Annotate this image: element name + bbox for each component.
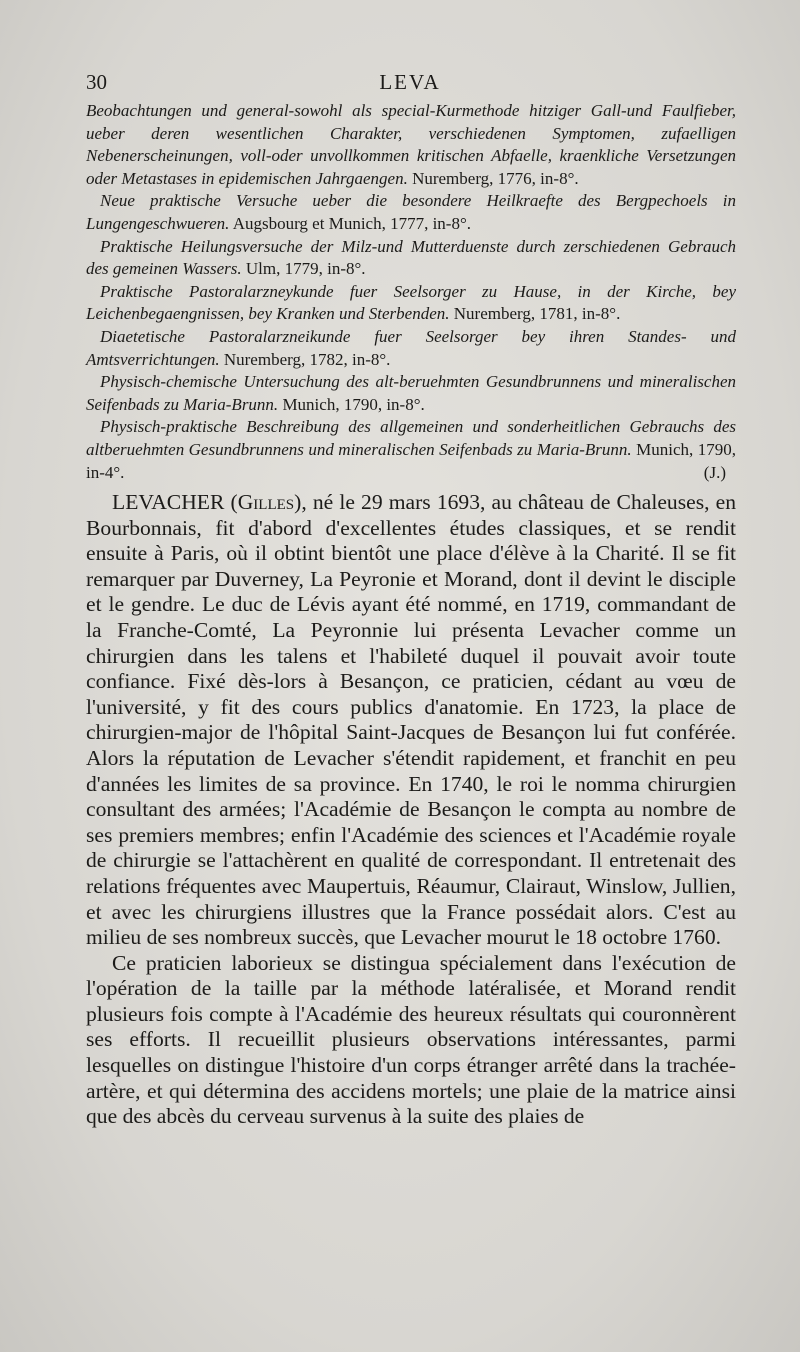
article-paragraph: Ce praticien laborieux se distingua spécialement dans l'exécution de l'opération de la taille par la méthode latéralisée, et Morand rendit plusieurs fois compte à l'Académie des heureux résultats qui couronnèrent ses efforts. Il recueillit plusieurs observations intéressantes, parmi lesquelles on distingue l'histoire d'un corps étranger arrêté dans la trachée-artère, et qui détermina des accidens mortels; une plaie de la matrice ainsi que des abcès du cerveau survenus à la suite des plaies de xyxy=(86,950,736,1129)
article-given-name: Gilles xyxy=(237,490,295,514)
entry-imprint: Munich, 1790, in-8°. xyxy=(282,394,425,414)
bibliography-list xyxy=(86,100,736,484)
article-paragraph: LEVACHER (Gilles), né le 29 mars 1693, au château de Chaleuses, en Bourbonnais, fit d'abord d'excellentes études classiques, et se rendit ensuite à Paris, où il obtint bientôt une place d'élève à la Charité. Il se fit remarquer par Duverney, La Peyronie et Morand, dont il devint le disciple et le gendre. Le duc de Lévis ayant été nommé, en 1719, commandant de la Franche-Comté, La Peyronnie lui présenta Levacher comme un chirurgien dans les talens et l'habileté duquel il pouvait avoir toute confiance. Fixé dès-lors à Besançon, ce praticien, cédant au vœu de l'université, y fit des cours publics d'anatomie. En 1723, la place de chirurgien-major de l'hôpital Saint-Jacques de Besançon lui fut conférée. Alors la réputation de Levacher s'étendit rapidement, et franchit en peu d'années les limites de sa province. En 1740, le roi le nomma chirurgien consultant des armées; l'Académie de Besançon le compta au nombre de ses premiers membres; enfin l'Académie des sciences et l'Académie royale de chirurgie se l'attachèrent en qualité de correspondant. Il entretenait des relations fréquentes avec Maupertuis, Réaumur, Clairaut, Winslow, Jullien, et avec les chirurgiens illustres que la France possédait alors. C'est au milieu de ses nombreux succès, que Levacher mourut le 18 octobre 1760. xyxy=(86,490,736,950)
article-headword: LEVACHER xyxy=(112,490,225,514)
bibliography-entry xyxy=(86,326,736,371)
bibliography-entry xyxy=(86,371,736,416)
entry-title: Neue praktische Versuche ueber die besondere Heilkraefte des Bergpechoels in Lungengeschwueren. xyxy=(86,191,736,233)
bibliography-entry xyxy=(86,100,736,190)
running-title: LEVA xyxy=(379,70,441,94)
entry-title: Diaetetische Pastoralarzneikunde fuer Seelsorger bey ihren Standes- und Amtsverrichtungen. xyxy=(86,326,736,369)
author-signature: (J.) xyxy=(703,462,726,482)
entry-imprint: Nuremberg, 1782, in-8°. xyxy=(223,349,391,369)
entry-title: Physisch-praktische Beschreibung des allgemeinen und sonderheitlichen Gebrauchs des altberuehmten Gesundbrunnens und mineralischen Seifenbads zu Maria-Brunn. xyxy=(86,417,736,459)
entry-imprint: Augsbourg et Munich, 1777, in-8°. xyxy=(232,213,472,233)
page-number: 30 xyxy=(86,70,107,94)
entry-imprint: Nuremberg, 1776, in-8°. xyxy=(412,168,579,188)
entry-title: Physisch-chemische Untersuchung des alt-beruehmten Gesundbrunnens und mineralischen Seifenbads zu Maria-Brunn. xyxy=(86,372,736,414)
entry-title: Praktische Pastoralarzneykunde fuer Seelsorger zu Hause, in der Kirche, bey Leichenbegaengnissen, bey Kranken und Sterbenden. xyxy=(86,281,736,324)
article-body xyxy=(86,490,736,1130)
bibliography-entry xyxy=(86,236,736,281)
article-opening-text: ), né le 29 mars 1693, au château de Chaleuses, en Bourbonnais, fit d'abord d'excellentes études classiques, et se rendit ensuite à Paris, où il obtint bientôt une place d'élève à la Charité. Il se fit remarquer par Duverney, La Peyronie et Morand, dont il devint le disciple et le gendre. Le duc de Lévis ayant été nommé, en 1719, commandant de la Franche-Comté, La Peyronnie lui présenta Levacher comme un chirurgien dans les talens et l'habileté duquel il pouvait avoir toute confiance. Fixé dès-lors à Besançon, ce praticien, cédant au vœu de l'université, y fit des cours publics d'anatomie. En 1723, la place de chirurgien-major de l'hôpital Saint-Jacques de Besançon lui fut conférée. Alors la réputation de Levacher s'étendit rapidement, et franchit en peu d'années les limites de sa province. En 1740, le roi le nomma chirurgien consultant des armées; l'Académie de Besançon le compta au nombre de ses premiers membres; enfin l'Académie des sciences et l'Académie royale de chirurgie se l'attachèrent en qualité de correspondant. Il entretenait des relations fréquentes avec Maupertuis, Réaumur, Clairaut, Winslow, Jullien, et avec les chirurgiens illustres que la France possédait alors. C'est au milieu de ses nombreux succès, que Levacher mourut le 18 octobre 1760. xyxy=(86,490,736,950)
entry-title: Beobachtungen und general-sowohl als special-Kurmethode hitziger Gall-und Faulfieber, ueber deren wesentlichen Charakter, verschiedenen Symptomen, zufaelligen Nebenerscheinungen, voll-oder unvollkommen kritischen Abfaelle, kraenkliche Versetzungen oder Metastases in epidemischen Jahrgaengen. xyxy=(86,101,736,188)
bibliography-entry xyxy=(86,281,736,326)
bibliography-entry xyxy=(86,416,736,484)
page-header xyxy=(86,70,734,100)
entry-imprint: Nuremberg, 1781, in-8°. xyxy=(453,304,621,324)
entry-title: Praktische Heilungsversuche der Milz-und Mutterduenste durch zerschiedenen Gebrauch des gemeinen Wassers. xyxy=(86,236,736,279)
bibliography-entry xyxy=(86,190,736,235)
entry-imprint: Ulm, 1779, in-8°. xyxy=(245,259,366,279)
entry-imprint: Munich, 1790, in-4°. xyxy=(86,439,737,482)
